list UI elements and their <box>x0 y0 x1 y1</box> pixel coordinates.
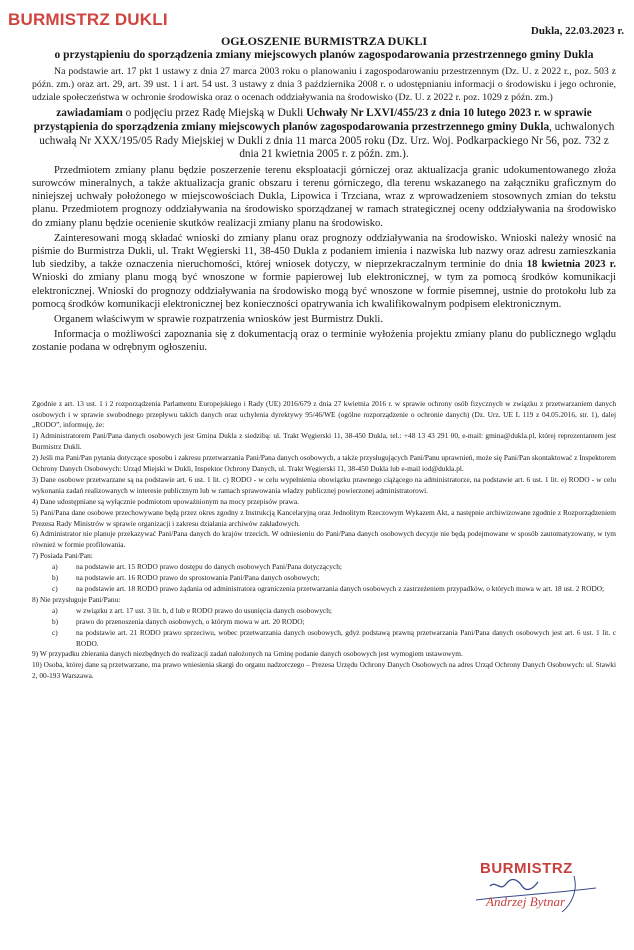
rodo-item-8b <box>46 617 616 628</box>
stamp-title: BURMISTRZ <box>480 860 573 877</box>
sub-text: na podstawie art. 15 RODO prawo dostępu do danych osobowych Pani/Pana dotyczących; <box>76 562 342 572</box>
announcement <box>32 107 616 161</box>
announcement-lead: zawiadamiam <box>56 107 123 120</box>
rodo-item-5: 5) Pani/Pana dane osobowe przechowywane będą przez okres zgodny z Instrukcją Kancelaryjną oraz Jednolitym Rzeczowym Wykazem Akt, a następnie archiwizowane zgodnie z Rozporządzeniem Prezesa Rady Ministrów w sprawie organizacji i zakresu działania archiwów zakładowych. <box>32 507 616 528</box>
sub-text: na podstawie art. 21 RODO prawo sprzeciwu, wobec przetwarzania danych osobowych, gdyż podstawą prawną przetwarzania Pani/Pana danych osobowych jest art. 6 ust. 1 lit. c RODO. <box>76 627 616 648</box>
title-line-2: o przystąpieniu do sporządzenia zmiany miejscowych planów zagospodarowania przestrzennego gminy Dukla <box>54 49 594 61</box>
title-line-1: OGŁOSZENIE BURMISTRZA DUKLI <box>220 34 428 48</box>
announcement-text-1: o podjęciu przez Radę Miejską w Dukli <box>122 107 307 120</box>
rodo-item-7: 7) Posiada Pani/Pan: <box>32 551 93 561</box>
paragraph-info: Informacja o możliwości zapoznania się z dokumentacją oraz o terminie wyłożenia projektu zmiany planu do publicznego wglądu zostanie podana w odrębnym ogłoszeniu. <box>32 329 616 354</box>
rodo-intro: Zgodnie z art. 13 ust. 1 i 2 rozporządzenia Parlamentu Europejskiego i Rady (UE) 2016/679 z dnia 27 kwietnia 2016 r. w sprawie ochrony osób fizycznych w związku z przetwarzaniem danych osobowych i w sprawie swobodnego przepływu takich danych oraz uchylenia dyrektywy 95/46/WE (ogólne rozporządzenie o ochronie danych) (Dz. Urz. UE L 119 z 04.05.2016, str. 1), dalej „RODO”, informuję, że: <box>32 398 616 430</box>
rodo-item-1: 1) Administratorem Pani/Pana danych osobowych jest Gmina Dukla z siedzibą: ul. Trakt Węgierski 11, 38-450 Dukla, tel.: +48 13 43 291 00, e-mail: gmina@dukla.pl, której reprezentantem jest Burmistrz Dukli. <box>32 431 616 452</box>
rodo-item-3: 3) Dane osobowe przetwarzane są na podstawie art. 6 ust. 1 lit. c) RODO - w celu wypełnienia obowiązku prawnego ciążącego na administratorze, na podstawie art. 6 ust. 1 lit. e) RODO - w celu wykonania zadań realizowanych w interesie publicznym lub w ramach sprawowania władzy publicznej powierzonej administratorowi. <box>32 474 616 495</box>
brand-logo: BURMISTRZ DUKLI <box>8 10 168 29</box>
rodo-item-6: 6) Administrator nie planuje przekazywać Pani/Pana danych do krajów trzecich. W odniesieniu do Pani/Pana danych osobowych decyzje nie będą podejmowane w sposób zautomatyzowany, w tym również w formie profilowania. <box>32 529 616 550</box>
rodo-item-8: 8) Nie przysługuje Pani/Panu: <box>32 594 121 604</box>
paragraph-authority: Organem właściwym w sprawie rozpatrzenia wniosków jest Burmistrz Dukli. <box>54 314 384 325</box>
paragraph-subject: Przedmiotem zmiany planu będzie poszerzenie terenu eksploatacji górniczej oraz aktualizacja granic udokumentowanego złoża surowców mineralnych, a także aktualizacja granic obszaru i terenu górniczego, dla terenu wskazanego na załączniku graficznym do niniejszej uchwały położonego w miejscowościach Dukla, Lipowica i Trzciana, wraz z wprowadzeniem stosownych zmian do tekstu planu. Przedmiotem prognozy oddziaływania na środowisko sporządzanej w ramach strategicznej oceny oddziaływania na środowisko do zmiany planu będzie ocenienie skutków realizacji zmiany planu na środowisko. <box>32 164 616 229</box>
requests-text-a: Zainteresowani mogą składać wnioski do zmiany planu oraz prognozy oddziaływania na środowisko. Wnioski należy wnosić na piśmie do Burmistrza Dukli, ul. Trakt Węgierski 11, 38-450 Dukla z podaniem imienia i nazwiska lub nazwy oraz adresu zamieszkania lub siedziby, a także oznaczenia nieruchomości, której wniosek dotyczy, w nieprzekraczalnym terminie do dnia <box>32 232 616 271</box>
sub-text: na podstawie art. 16 RODO prawo do sprostowania Pani/Pana danych osobowych; <box>76 573 320 583</box>
rodo-item-8a <box>46 606 616 617</box>
rodo-item-7c <box>46 584 616 595</box>
legal-basis: Na podstawie art. 17 pkt 1 ustawy z dnia 27 marca 2003 roku o planowaniu i zagospodarowaniu przestrzennym (Dz. U. z 2022 r., poz. 503 z późn. zm.) oraz art. 29, art. 39 ust. 1 i art. 54 ust. 3 ustawy z dnia 3 października 2008 r. o udostępnianiu informacji o środowisku i jego ochronie, udziale społeczeństwa w ochronie środowiska oraz o ocenach oddziaływania na środowisko (Dz. U. z 2022 r. poz. 1029 z późn. zm.) <box>32 66 616 103</box>
sub-label: a) <box>52 605 58 615</box>
stamp-name: Andrzej Bytnar <box>486 894 566 909</box>
rodo-item-7b <box>46 573 616 584</box>
requests-text-b: Wnioski do zmiany planu mogą być wnoszone w formie papierowej lub elektronicznej, w tym za pomocą środków komunikacji elektronicznej. Wnioski do prognozy oddziaływania na środowisko mogą być wnoszone w formie pisemnej, ustnie do protokołu lub za pomocą środków komunikacji elektronicznej bez konieczności opatrywania ich kwalifikowalnym podpisem elektronicznym. <box>32 272 616 310</box>
sub-text: prawo do przenoszenia danych osobowych, o którym mowa w art. 20 RODO; <box>76 616 305 626</box>
rodo-item-10: 10) Osoba, której dane są przetwarzane, ma prawo wniesienia skargi do organu nadzorczego – Prezesa Urzędu Ochrony Danych Osobowych na adres Urząd Ochrony Danych Osobowych: ul. Stawki 2, 00-193 Warszawa. <box>32 660 616 681</box>
rodo-item-9: 9) W przypadku zbierania danych niezbędnych do realizacji zadań nałożonych na Gminę podanie danych osobowych jest wymogiem ustawowym. <box>32 649 463 659</box>
resolution-title: Uchwały Nr LXVI/455/23 z dnia 10 lutego 2023 r. w sprawie przystąpienia do sporządzenia zmiany miejscowych planów zagospodarowania przestrzennego gminy Dukla <box>33 107 592 133</box>
rodo-clause <box>32 399 616 683</box>
signature-stamp <box>466 860 626 930</box>
sub-text: w związku z art. 17 ust. 3 lit. b, d lub e RODO prawo do usunięcia danych osobowych; <box>76 605 332 615</box>
sub-label: c) <box>52 584 58 594</box>
sub-label: c) <box>52 627 58 637</box>
document-date: Dukla, 22.03.2023 r. <box>530 25 624 37</box>
rodo-item-8c <box>46 628 616 650</box>
document-title <box>32 34 616 62</box>
sub-label: b) <box>52 573 59 583</box>
deadline: 18 kwietnia 2023 r. <box>526 259 616 271</box>
paragraph-requests <box>32 232 616 311</box>
rodo-item-7a <box>46 562 616 573</box>
rodo-item-2: 2) Jeśli ma Pani/Pan pytania dotyczące sposobu i zakresu przetwarzania Pani/Pana danych osobowych, a także przysługujących Pani/Panu uprawnień, może się Pani/Pan skontaktować z Inspektorem Ochrony Danych Osobowych: Urząd Miejski w Dukli, Inspektor Ochrony Danych, ul. Trakt Węgierski 11, 38-450 Dukla lub e-mail iod@dukla.pl. <box>32 453 616 474</box>
rodo-item-4: 4) Dane udostępniane są wyłącznie podmiotom upoważnionym na mocy przepisów prawa. <box>32 496 299 506</box>
announcement-text-2: , uchwalonych uchwałą Nr XXX/195/05 Rady Miejskiej w Dukli z dnia 11 marca 2005 roku (Dz. Urz. Woj. Podkarpackiego Nr 56, poz. 732 z dnia 21 kwietnia 2005 r. z późn. zm.). <box>39 120 615 161</box>
sub-label: b) <box>52 616 59 626</box>
sub-label: a) <box>52 562 58 572</box>
sub-text: na podstawie art. 18 RODO prawo żądania od administratora ograniczenia przetwarzania danych osobowych z zastrzeżeniem przypadków, o których mowa w art. 18 ust. 2 RODO; <box>76 584 605 594</box>
